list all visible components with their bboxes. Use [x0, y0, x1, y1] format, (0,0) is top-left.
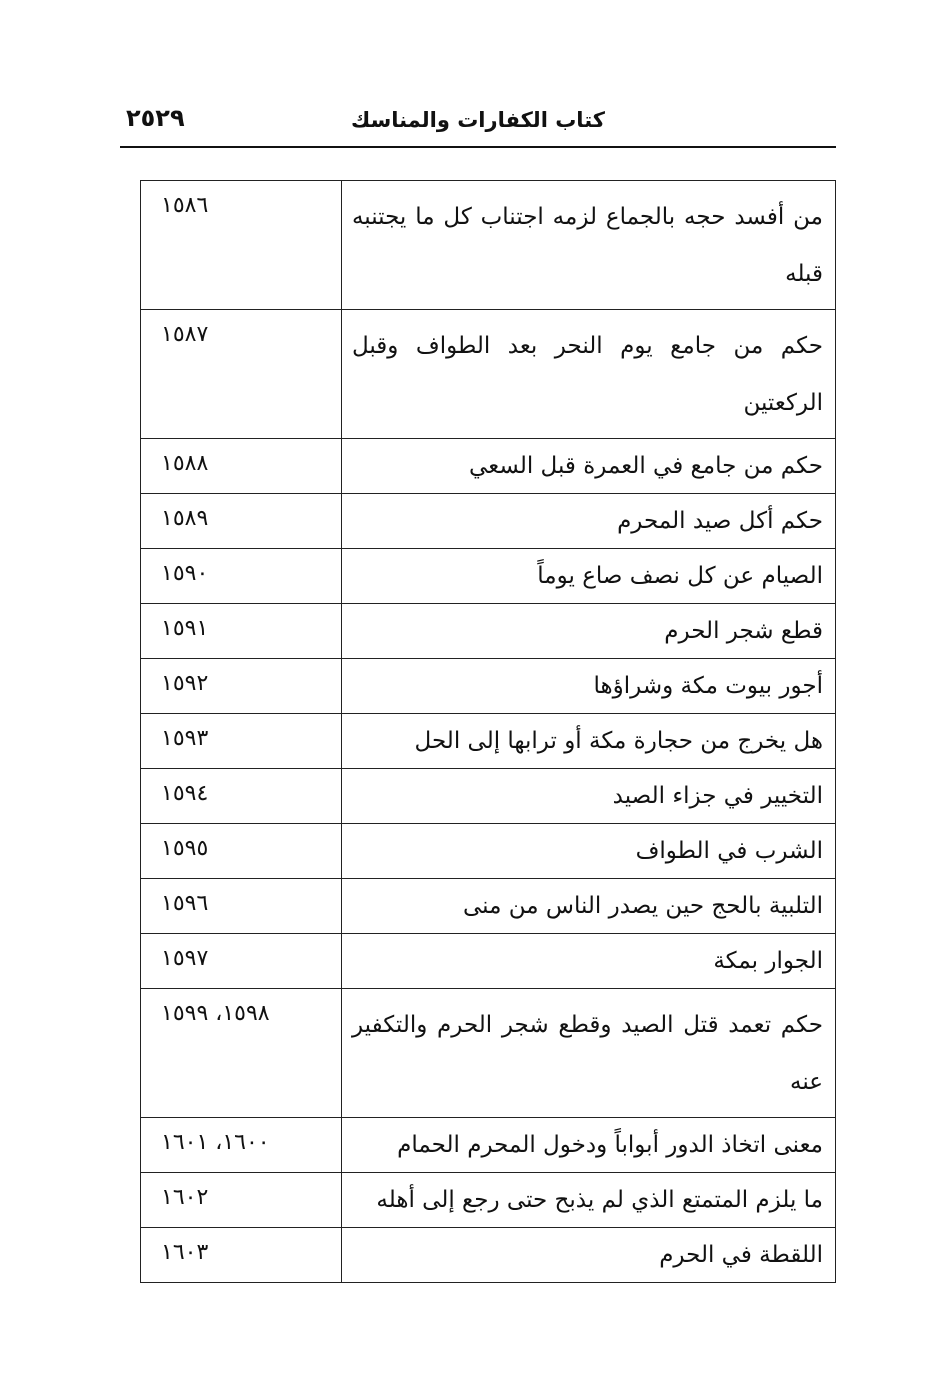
table-row [141, 181, 836, 310]
page-ref: ١٥٩٨، ١٥٩٩ [161, 1001, 270, 1026]
page-ref: ١٥٩٣ [161, 726, 209, 751]
topic-cell: اللقطة في الحرم [341, 1228, 835, 1283]
page-ref-cell [141, 494, 342, 549]
table-row [141, 310, 836, 439]
page-ref: ١٥٩٥ [161, 836, 209, 861]
table-row [141, 1228, 836, 1283]
page-ref: ١٥٨٨ [161, 451, 209, 476]
topic-cell: التخيير في جزاء الصيد [341, 769, 835, 824]
table-row [141, 1118, 836, 1173]
topic-cell: حكم تعمد قتل الصيد وقطع شجر الحرم والتكفير عنه [341, 989, 835, 1118]
page-ref: ١٦٠٢ [161, 1185, 209, 1210]
page-ref: ١٥٨٧ [161, 322, 209, 347]
page-number: ٢٥٢٩ [126, 104, 185, 132]
page-ref-cell [141, 1118, 342, 1173]
page-ref-cell [141, 1173, 342, 1228]
page-ref-cell [141, 934, 342, 989]
index-table [140, 180, 836, 1283]
topic-cell: حكم من جامع في العمرة قبل السعي [341, 439, 835, 494]
topic-cell: الشرب في الطواف [341, 824, 835, 879]
topic-cell: أجور بيوت مكة وشراؤها [341, 659, 835, 714]
topic-cell: هل يخرج من حجارة مكة أو ترابها إلى الحل [341, 714, 835, 769]
page-ref: ١٦٠٠، ١٦٠١ [161, 1130, 270, 1155]
page-ref: ١٥٩٤ [161, 781, 209, 806]
table-row [141, 659, 836, 714]
page-ref-cell [141, 549, 342, 604]
topic-cell: التلبية بالحج حين يصدر الناس من منى [341, 879, 835, 934]
page-ref-cell [141, 879, 342, 934]
page-ref-cell [141, 1228, 342, 1283]
page-ref-cell [141, 714, 342, 769]
table-row [141, 769, 836, 824]
page-ref: ١٥٩١ [161, 616, 209, 641]
table-row [141, 1173, 836, 1228]
page-ref: ١٦٠٣ [161, 1240, 209, 1265]
book-title: كتاب الكفارات والمناسك [351, 108, 605, 132]
table-row [141, 494, 836, 549]
page-ref-cell [141, 824, 342, 879]
topic-cell: الجوار بمكة [341, 934, 835, 989]
page-ref-cell [141, 181, 342, 310]
table-row [141, 549, 836, 604]
page-ref-cell [141, 604, 342, 659]
page-ref-cell [141, 659, 342, 714]
table-row [141, 604, 836, 659]
page-header [120, 100, 836, 148]
topic-cell: معنى اتخاذ الدور أبواباً ودخول المحرم الحمام [341, 1118, 835, 1173]
table-row [141, 879, 836, 934]
table-row [141, 714, 836, 769]
table-row [141, 439, 836, 494]
page-ref-cell [141, 439, 342, 494]
index-table-body [141, 181, 836, 1283]
page-ref: ١٥٩٦ [161, 891, 209, 916]
page-ref: ١٥٩٢ [161, 671, 209, 696]
page-ref-cell [141, 310, 342, 439]
topic-cell: الصيام عن كل نصف صاع يوماً [341, 549, 835, 604]
topic-cell: ما يلزم المتمتع الذي لم يذبح حتى رجع إلى أهله [341, 1173, 835, 1228]
page-ref: ١٥٩٠ [161, 561, 209, 586]
table-row [141, 934, 836, 989]
page-ref: ١٥٨٦ [161, 193, 209, 218]
page-ref: ١٥٨٩ [161, 506, 209, 531]
topic-cell: حكم من جامع يوم النحر بعد الطواف وقبل الركعتين [341, 310, 835, 439]
topic-cell: من أفسد حجه بالجماع لزمه اجتناب كل ما يجتنبه قبله [341, 181, 835, 310]
table-row [141, 989, 836, 1118]
page-ref: ١٥٩٧ [161, 946, 209, 971]
page-ref-cell [141, 769, 342, 824]
page-ref-cell [141, 989, 342, 1118]
topic-cell: حكم أكل صيد المحرم [341, 494, 835, 549]
table-row [141, 824, 836, 879]
topic-cell: قطع شجر الحرم [341, 604, 835, 659]
